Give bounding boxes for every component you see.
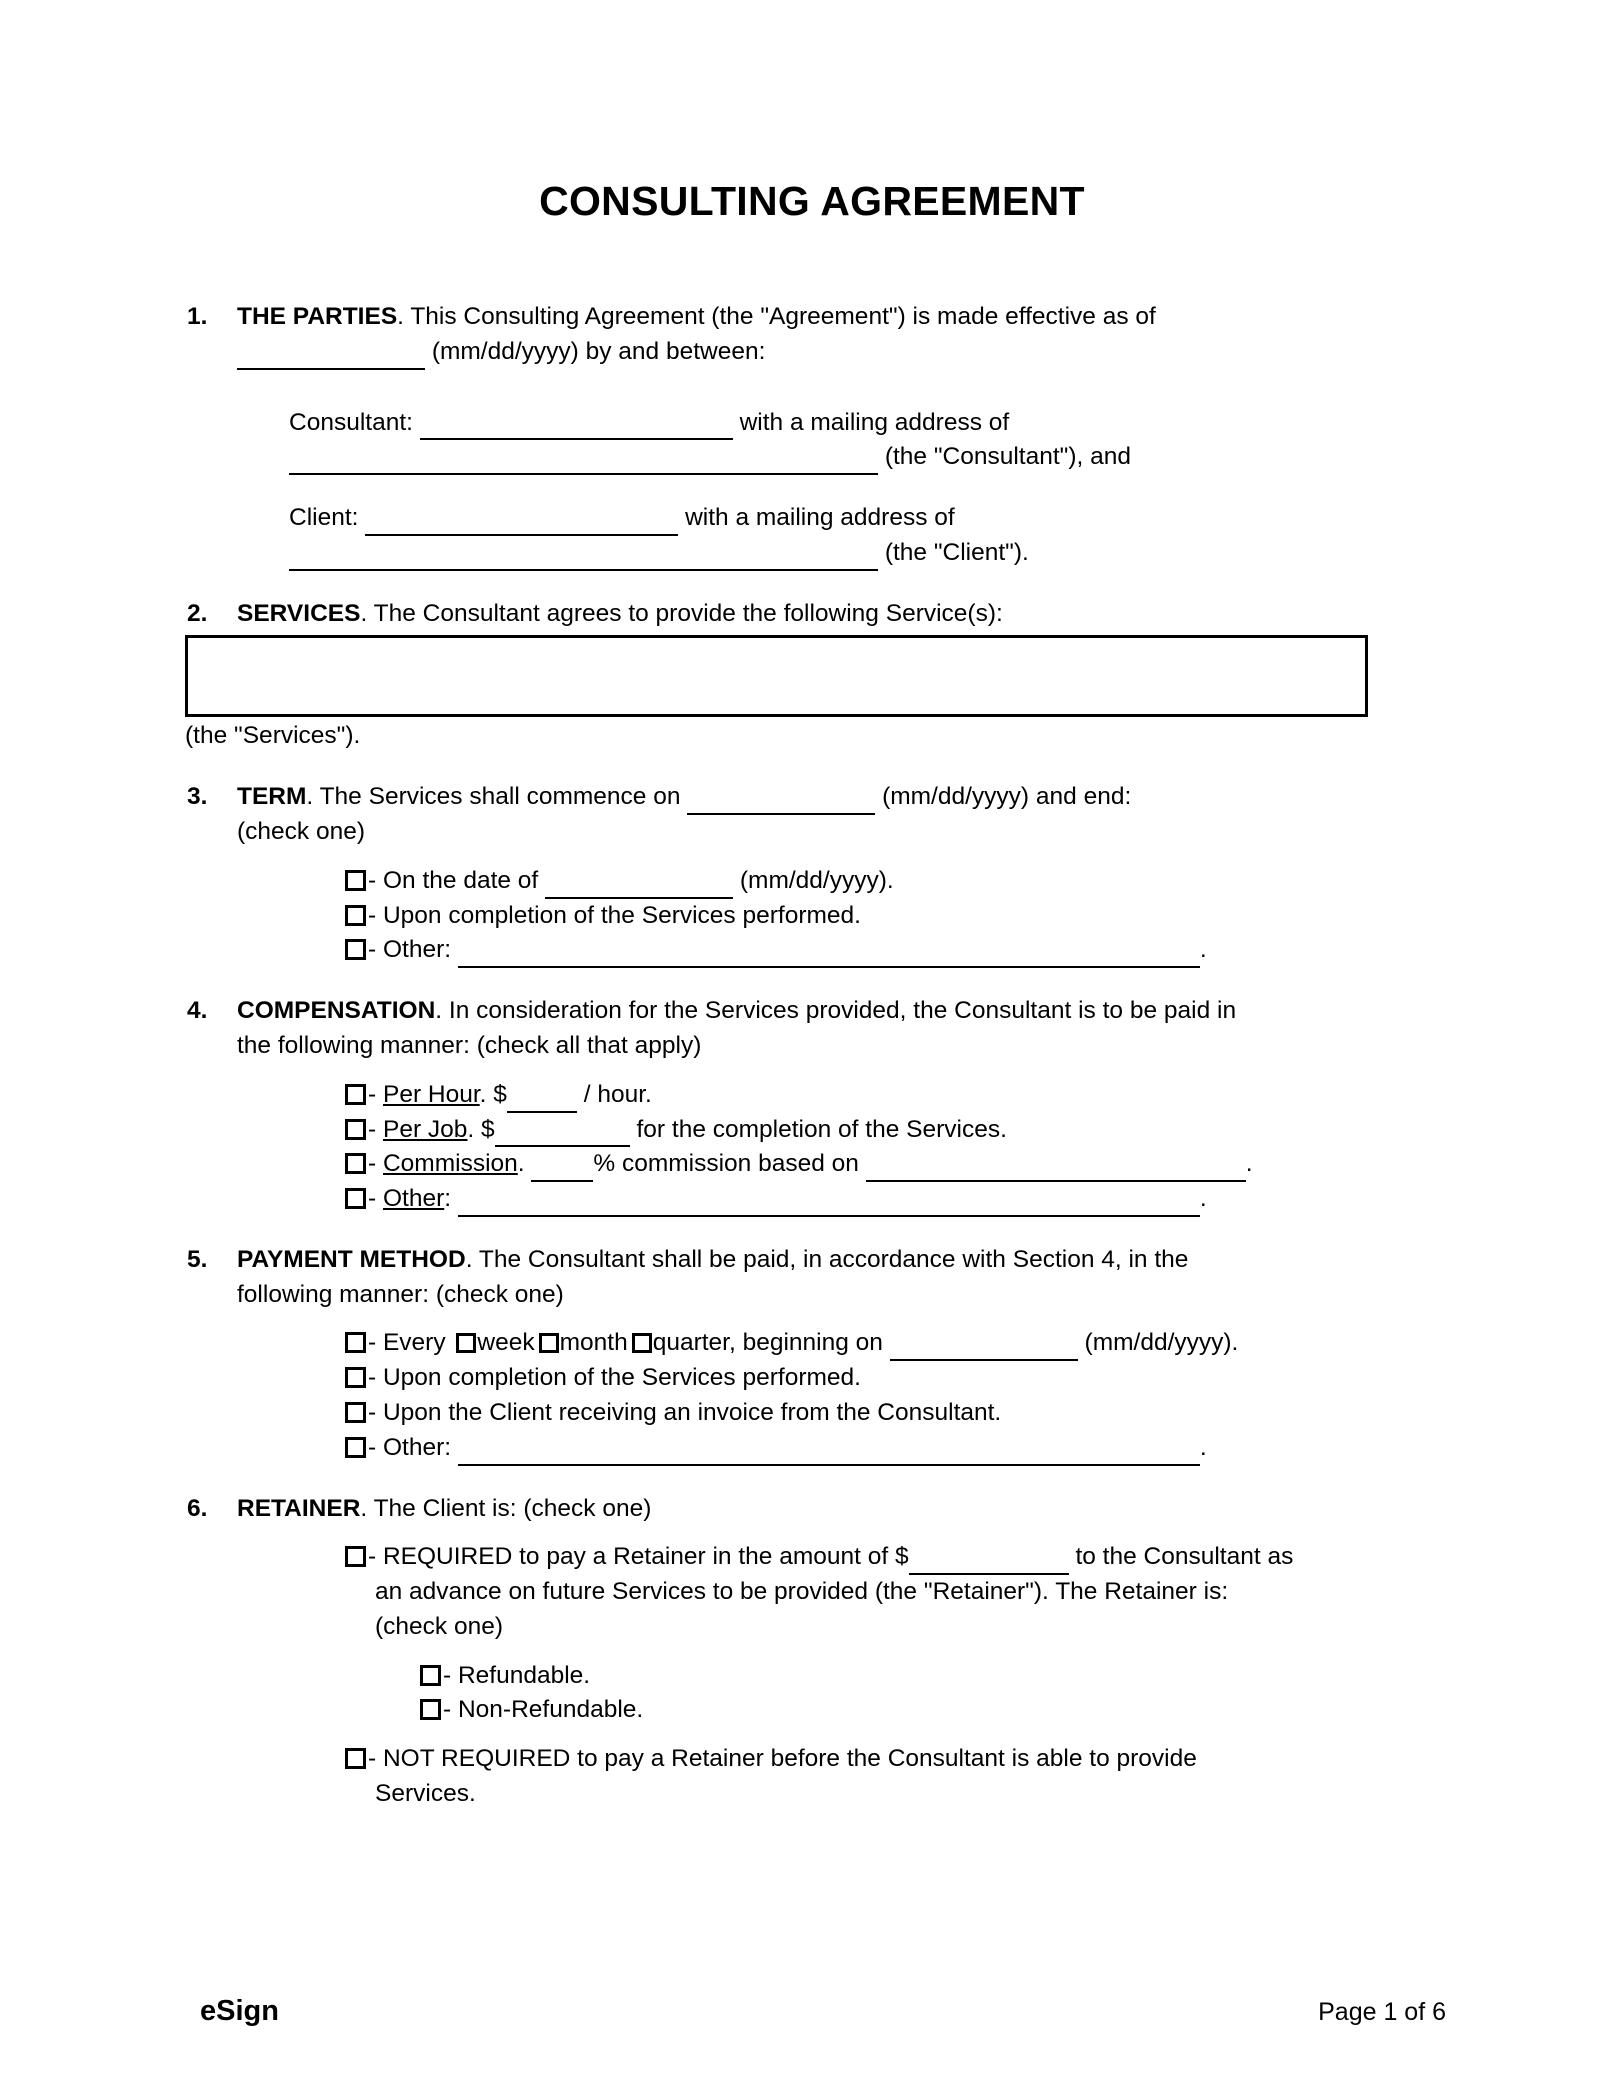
- page-title: CONSULTING AGREEMENT: [539, 178, 1085, 224]
- section-number: 5.: [187, 1245, 208, 1273]
- commission-post: .: [1245, 1150, 1253, 1178]
- payment-other-label: - Other:: [368, 1433, 452, 1461]
- per-hour-label: Per Hour: [382, 1080, 480, 1108]
- commission-percent-blank[interactable]: [531, 1154, 593, 1182]
- retainer-not-required-line-1: [345, 1742, 1430, 1777]
- payment-method-intro-text: . The Consultant shall be paid, in accordance with Section 4, in the: [465, 1245, 1189, 1273]
- retainer-required-line-2: an advance on future Services to be provided (the "Retainer"). The Retainer is:: [375, 1578, 1229, 1606]
- consultant-mid-text: with a mailing address of: [739, 408, 1010, 436]
- commission-mid: .: [517, 1150, 525, 1178]
- services-description-textbox[interactable]: [185, 635, 1368, 717]
- term-option-upon-completion-label: - Upon completion of the Services performed.: [368, 901, 861, 929]
- payment-option-other[interactable]: [237, 1431, 1430, 1466]
- checkbox-icon[interactable]: [345, 1546, 366, 1567]
- client-label: Client:: [289, 504, 359, 532]
- checkbox-icon[interactable]: [345, 1402, 366, 1423]
- term-end-date-blank[interactable]: [545, 870, 733, 898]
- per-hour-post: / hour.: [583, 1080, 652, 1108]
- footer-brand: eSign: [200, 1995, 279, 2027]
- payment-option-upon-invoice[interactable]: [237, 1396, 1430, 1431]
- services-after-text: (the "Services").: [185, 722, 361, 750]
- checkbox-icon-week[interactable]: [456, 1333, 476, 1353]
- retainer-sub-option-refundable[interactable]: [237, 1659, 1430, 1694]
- payment-every-month: month: [559, 1329, 628, 1357]
- compensation-option-per-job[interactable]: [237, 1113, 1430, 1148]
- compensation-option-other[interactable]: [237, 1182, 1430, 1217]
- compensation-option-per-hour[interactable]: [237, 1078, 1430, 1113]
- term-option-other[interactable]: [237, 933, 1430, 968]
- retainer-required-text-b: to the Consultant as: [1075, 1543, 1294, 1571]
- section-heading-services: SERVICES: [237, 599, 361, 627]
- page-footer: [200, 1995, 1446, 2028]
- compensation-intro-line: [237, 994, 1430, 1029]
- section-heading-compensation: COMPENSATION: [237, 997, 436, 1025]
- retainer-option-required[interactable]: [237, 1540, 1430, 1644]
- compensation-option-commission[interactable]: [237, 1147, 1430, 1182]
- commission-basis-blank[interactable]: [866, 1154, 1246, 1182]
- retainer-amount-blank[interactable]: [909, 1547, 1069, 1575]
- client-mid-text: with a mailing address of: [685, 504, 955, 532]
- retainer-required-line-3: (check one): [375, 1612, 504, 1640]
- per-hour-mid: . $: [479, 1080, 507, 1108]
- term-option-other-post: .: [1199, 936, 1207, 964]
- compensation-other-colon: :: [444, 1185, 452, 1213]
- checkbox-icon[interactable]: [345, 1367, 366, 1388]
- consultant-name-blank[interactable]: [420, 412, 733, 440]
- retainer-refundable-label: - Refundable.: [443, 1661, 591, 1689]
- section-number: 1.: [187, 303, 208, 330]
- payment-other-post: .: [1199, 1433, 1207, 1461]
- per-hour-amount-blank[interactable]: [507, 1084, 577, 1112]
- payment-every-post: (mm/dd/yyyy).: [1084, 1329, 1239, 1357]
- compensation-intro-line-2: the following manner: (check all that apply): [237, 1031, 702, 1059]
- section-heading-payment-method: PAYMENT METHOD: [237, 1245, 466, 1273]
- retainer-non-refundable-label: - Non-Refundable.: [443, 1696, 644, 1724]
- payment-option-upon-completion-label: - Upon completion of the Services performed.: [368, 1364, 861, 1392]
- checkbox-icon[interactable]: [345, 1437, 366, 1458]
- compensation-other-post: .: [1199, 1185, 1207, 1213]
- parties-effective-date-line: [237, 335, 1430, 370]
- client-tail-text: (the "Client").: [884, 538, 1029, 566]
- term-option-on-date-label: - On the date of: [368, 866, 539, 894]
- consultant-address-blank[interactable]: [289, 447, 878, 475]
- client-name-line: [289, 501, 1430, 536]
- payment-method-intro-line-2: following manner: (check one): [237, 1280, 564, 1308]
- retainer-not-required-line-2: Services.: [375, 1780, 476, 1807]
- checkbox-icon[interactable]: [345, 1084, 366, 1105]
- per-job-label: Per Job: [382, 1115, 468, 1143]
- checkbox-icon[interactable]: [345, 1153, 366, 1174]
- term-option-other-label: - Other:: [368, 936, 452, 964]
- retainer-intro-line: [237, 1492, 1430, 1527]
- per-job-amount-blank[interactable]: [495, 1119, 630, 1147]
- consultant-label: Consultant:: [289, 408, 413, 436]
- commission-pct-text: % commission based on: [593, 1150, 859, 1178]
- section-number: 4.: [187, 997, 208, 1025]
- retainer-required-line-1: [345, 1540, 1430, 1575]
- term-option-on-date-post: (mm/dd/yyyy).: [739, 866, 894, 894]
- compensation-other-label: Other: [382, 1185, 445, 1213]
- checkbox-icon[interactable]: [345, 905, 366, 926]
- term-intro-text: . The Services shall commence on: [306, 783, 681, 811]
- checkbox-icon-month[interactable]: [539, 1333, 559, 1353]
- payment-every-pre: - Every: [368, 1329, 446, 1357]
- term-intro-text-2: (mm/dd/yyyy) and end:: [882, 783, 1132, 811]
- checkbox-icon[interactable]: [345, 870, 366, 891]
- retainer-not-required-text-a: - NOT REQUIRED to pay a Retainer before the Consultant is able to provide: [368, 1745, 1197, 1773]
- commission-label: Commission: [382, 1150, 518, 1178]
- services-intro-text: . The Consultant agrees to provide the following Service(s):: [360, 599, 1003, 627]
- compensation-other-blank[interactable]: [458, 1188, 1200, 1216]
- term-option-upon-completion[interactable]: [237, 899, 1430, 934]
- checkbox-icon[interactable]: [420, 1699, 441, 1720]
- payment-every-quarter: quarter, beginning on: [652, 1329, 883, 1357]
- checkbox-icon-quarter[interactable]: [632, 1333, 652, 1353]
- client-block: [237, 501, 1430, 571]
- checkbox-icon[interactable]: [345, 1332, 366, 1353]
- document-body: [185, 300, 1430, 1812]
- consultant-tail-text: (the "Consultant"), and: [884, 443, 1132, 471]
- consultant-name-line: [289, 406, 1430, 441]
- client-address-blank[interactable]: [289, 542, 878, 570]
- retainer-intro-text: . The Client is: (check one): [360, 1494, 652, 1522]
- per-job-dash: -: [368, 1115, 377, 1143]
- client-address-line: [289, 536, 1430, 571]
- checkbox-icon[interactable]: [420, 1665, 441, 1686]
- section-heading-term: TERM: [237, 783, 307, 811]
- section-retainer: [185, 1492, 1430, 1812]
- client-name-blank[interactable]: [365, 507, 678, 535]
- section-payment-method: [185, 1243, 1430, 1466]
- checkbox-icon[interactable]: [345, 1748, 366, 1769]
- consultant-address-line: [289, 440, 1430, 475]
- compensation-intro-text: . In consideration for the Services provided, the Consultant is to be paid in: [435, 997, 1237, 1025]
- services-intro-line: [237, 597, 1430, 632]
- section-compensation: [185, 994, 1430, 1217]
- parties-intro-text: . This Consulting Agreement (the "Agreement") is made effective as of: [397, 303, 1156, 330]
- consultant-block: [237, 406, 1430, 476]
- checkbox-icon[interactable]: [345, 1188, 366, 1209]
- retainer-sub-option-non-refundable[interactable]: [237, 1693, 1430, 1728]
- term-option-on-date[interactable]: [237, 864, 1430, 899]
- payment-method-intro-line: [237, 1243, 1430, 1278]
- payment-other-blank[interactable]: [458, 1437, 1200, 1465]
- term-check-note: (check one): [237, 818, 366, 846]
- per-job-post: for the completion of the Services.: [636, 1115, 1007, 1143]
- parties-intro-line: [237, 300, 1430, 335]
- checkbox-icon[interactable]: [345, 1119, 366, 1140]
- section-number: 3.: [187, 783, 208, 811]
- payment-begin-date-blank[interactable]: [890, 1333, 1078, 1361]
- section-number: 2.: [187, 599, 208, 627]
- payment-option-every[interactable]: [237, 1326, 1430, 1361]
- commission-dash: -: [368, 1150, 377, 1178]
- retainer-option-not-required[interactable]: [237, 1742, 1430, 1812]
- section-term: [185, 780, 1430, 968]
- compensation-other-dash: -: [368, 1185, 377, 1213]
- section-number: 6.: [187, 1494, 208, 1522]
- payment-option-upon-completion[interactable]: [237, 1361, 1430, 1396]
- section-services: [185, 597, 1430, 755]
- per-job-mid: . $: [467, 1115, 495, 1143]
- payment-every-week: week: [477, 1329, 535, 1357]
- footer-page-number: Page 1 of 6: [1318, 1998, 1446, 2026]
- term-commence-date-blank[interactable]: [687, 787, 875, 815]
- per-hour-dash: -: [368, 1080, 377, 1108]
- payment-option-upon-invoice-label: - Upon the Client receiving an invoice from the Consultant.: [368, 1398, 1002, 1426]
- effective-date-blank[interactable]: [237, 341, 425, 369]
- parties-intro-text-2: (mm/dd/yyyy) by and between:: [431, 337, 766, 365]
- term-intro-line: [237, 780, 1430, 815]
- term-other-blank[interactable]: [458, 940, 1200, 968]
- section-the-parties: [185, 300, 1430, 571]
- checkbox-icon[interactable]: [345, 939, 366, 960]
- retainer-required-text-a: - REQUIRED to pay a Retainer in the amount of $: [368, 1543, 909, 1571]
- section-heading-the-parties: THE PARTIES: [237, 303, 398, 330]
- section-heading-retainer: RETAINER: [237, 1494, 361, 1522]
